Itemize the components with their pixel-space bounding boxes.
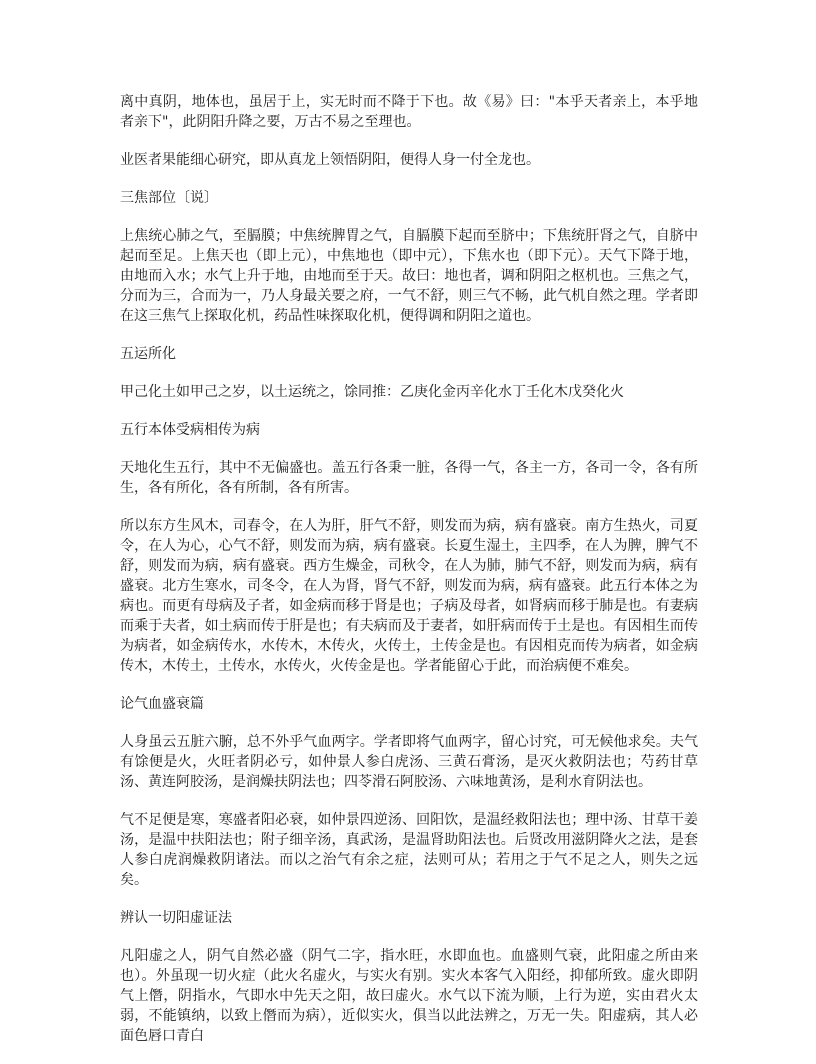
body-paragraph: 甲己化土如甲己之岁，以土运统之，馀同推：乙庚化金丙辛化水丁壬化木戊癸化火 xyxy=(120,384,624,400)
section-heading: 论气血盛衰篇 xyxy=(120,696,204,712)
body-paragraph: 凡阳虚之人，阴气自然必盛（阴气二字，指水旺，水即血也。血盛则气衰，此阳虚之所由来也）。外虽现一切火症（此火名虚火，与实火有别。实火本客气入阳经，抑郁所致。虚火即阴气上僭，阴指水，气即水中先天之阳，故曰虚火。水气以下流为顺，上行为逆，实由君火太弱，不能镇纳，以致上僭而为病），近似实火，俱当以此法辨之，万无一失。阳虚病，其人必面色唇口青白 xyxy=(120,948,698,1044)
section-heading: 辨认一切阳虚证法 xyxy=(120,910,232,926)
section-heading: 五行本体受病相传为病 xyxy=(120,422,260,438)
document-page xyxy=(120,92,698,1064)
body-paragraph: 所以东方生风木，司春令，在人为肝，肝气不舒，则发而为病，病有盛衰。南方生热火，司夏令，在人为心，心气不舒，则发而为病，病有盛衰。长夏生湿土，主四季，在人为脾，脾气不舒，则发而为病，病有盛衰。西方生燥金，司秋令，在人为肺，肺气不舒，则发而为病，病有盛衰。北方生寒水，司冬令，在人为肾，肾气不舒，则发而为病，病有盛衰。此五行本体之为病也。而更有母病及子者，如金病而移于肾是也；子病及母者，如肾病而移于肺是也。有妻病而乘于夫者，如土病而传于肝是也；有夫病而及于妻者，如肝病而传于土是也。有因相生而传为病者，如金病传水，水传木，木传火，火传土，土传金是也。有因相克而传为病者，如金病传木，木传土，土传水，水传火，火传金是也。学者能留心于此，而治病便不难矣。 xyxy=(120,518,698,674)
body-paragraph: 离中真阴，地体也，虽居于上，实无时而不降于下也。故《易》曰："本乎天者亲上，本乎地者亲下"，此阴阳升降之要，万古不易之至理也。 xyxy=(120,94,698,130)
body-paragraph: 气不足便是寒，寒盛者阳必衰，如仲景四逆汤、回阳饮，是温经救阳法也；理中汤、甘草干姜汤，是温中扶阳法也；附子细辛汤，真武汤，是温肾助阳法也。后贤改用滋阴降火之法，是套人参白虎润燥救阴诸法。而以之治气有余之症，法则可从；若用之于气不足之人，则失之远矣。 xyxy=(120,812,698,888)
body-paragraph: 上焦统心肺之气，至膈膜；中焦统脾胃之气，自膈膜下起而至脐中；下焦统肝肾之气，自脐中起而至足。上焦天也（即上元），中焦地也（即中元），下焦水也（即下元）。天气下降于地，由地而入水；水气上升于地，由地而至于天。故曰：地也者，调和阴阳之枢机也。三焦之气，分而为三，合而为一，乃人身最关要之府，一气不舒，则三气不畅，此气机自然之理。学者即在这三焦气上探取化机，药品性味探取化机，便得调和阴阳之道也。 xyxy=(120,228,698,324)
section-heading: 五运所化 xyxy=(120,346,176,362)
body-paragraph: 业医者果能细心研究，即从真龙上领悟阴阳，便得人身一付全龙也。 xyxy=(120,152,540,168)
body-paragraph: 天地化生五行，其中不无偏盛也。盖五行各秉一脏，各得一气，各主一方，各司一令，各有所生，各有所化，各有所制，各有所害。 xyxy=(120,460,698,496)
section-heading: 三焦部位〔说〕 xyxy=(120,190,218,206)
body-paragraph: 人身虽云五脏六腑，总不外乎气血两字。学者即将气血两字，留心讨究，可无候他求矣。夫气有馀便是火，火旺者阴必亏，如仲景人参白虎汤、三黄石膏汤，是灭火救阴法也；芍药甘草汤、黄连阿胶汤，是润燥扶阴法也；四苓滑石阿胶汤、六味地黄汤，是利水育阴法也。 xyxy=(120,734,698,790)
